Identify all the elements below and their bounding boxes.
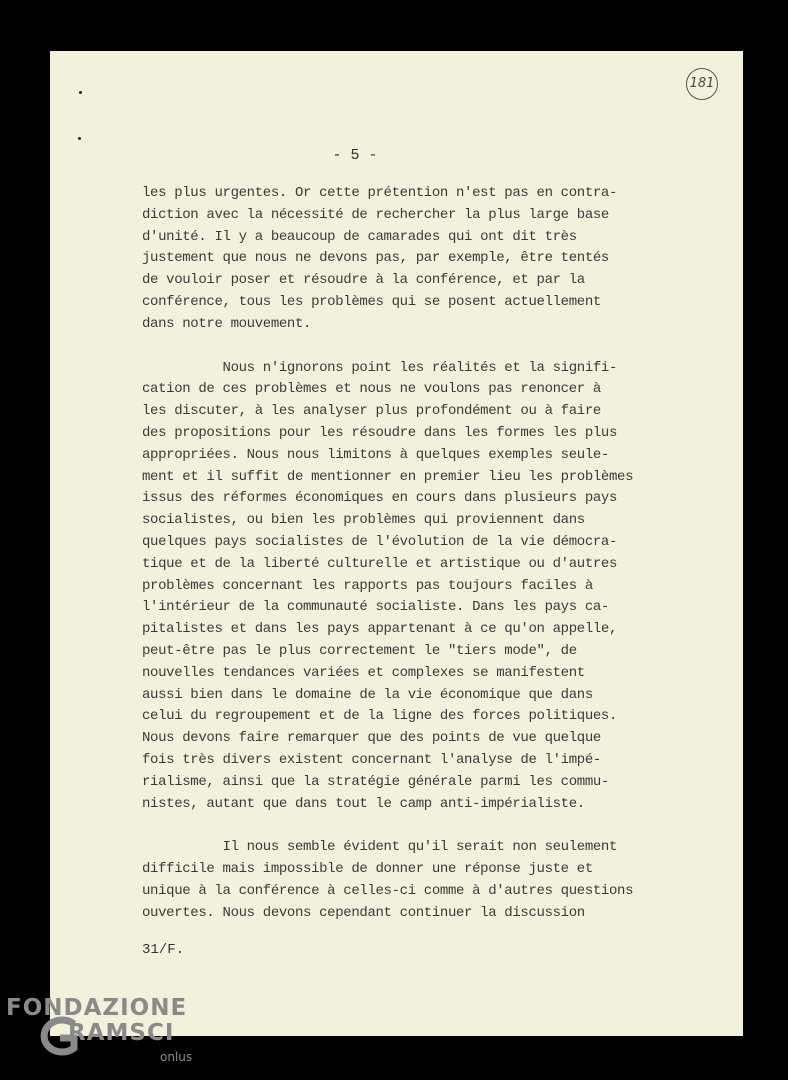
paragraph-gap [142, 815, 682, 837]
text-line: celui du regroupement et de la ligne des forces politiques. [142, 708, 618, 725]
text-line: issus des réformes économiques en cours dans plusieurs pays [142, 490, 618, 507]
body-text [142, 183, 682, 925]
text-line: des propositions pour les résoudre dans les formes les plus [142, 424, 618, 441]
paragraph-gap [142, 336, 682, 358]
text-line: rialisme, ainsi que la stratégie générale parmi les commu- [142, 773, 609, 790]
watermark-line1: FONDAZIONE [6, 995, 188, 1021]
text-line: ment et il suffit de mentionner en premier lieu les problèmes [142, 468, 634, 485]
text-line: justement que nous ne devons pas, par exemple, être tentés [142, 250, 609, 267]
text-line: de vouloir poser et résoudre à la conférence, et par la [142, 272, 585, 289]
margin-mark [78, 137, 81, 140]
text-line: conférence, tous les problèmes qui se posent actuellement [142, 293, 601, 310]
text-line: socialistes, ou bien les problèmes qui proviennent dans [142, 512, 585, 529]
text-line: fois très divers existent concernant l'analyse de l'impé- [142, 751, 601, 768]
text-line: d'unité. Il y a beaucoup de camarades qui ont dit très [142, 228, 577, 245]
text-line: cation de ces problèmes et nous ne voulons pas renoncer à [142, 381, 601, 398]
text-line: peut-être pas le plus correctement le "tiers mode", de [142, 642, 577, 659]
text-line: quelques pays socialistes de l'évolution de la vie démocra- [142, 533, 618, 550]
text-line: pitalistes et dans les pays appartenant à ce qu'on appelle, [142, 621, 618, 638]
document-reference: 31/F. [142, 942, 185, 958]
text-line: tique et de la liberté culturelle et artistique ou d'autres [142, 555, 618, 572]
text-line: Il nous semble évident qu'il serait non seulement [142, 839, 618, 856]
text-line: appropriées. Nous nous limitons à quelques exemples seule- [142, 446, 609, 463]
watermark-line2: RAMSCI [68, 1020, 175, 1046]
text-line: nouvelles tendances variées et complexes se manifestent [142, 664, 585, 681]
watermark-suffix: onlus [160, 1050, 193, 1064]
text-line: problèmes concernant les rapports pas toujours faciles à [142, 577, 593, 594]
text-line: Nous devons faire remarquer que des points de vue quelque [142, 730, 601, 747]
text-line: Nous n'ignorons point les réalités et la signifi- [142, 359, 618, 376]
folio-stamp: 181 [686, 68, 718, 100]
page-number: - 5 - [332, 147, 378, 164]
text-line: ouvertes. Nous devons cependant continuer la discussion [142, 904, 585, 921]
text-line: l'intérieur de la communauté socialiste. Dans les pays ca- [142, 599, 609, 616]
margin-mark [79, 91, 82, 94]
text-line: nistes, autant que dans tout le camp anti-impérialiste. [142, 795, 585, 812]
text-line: les discuter, à les analyser plus profondément ou à faire [142, 403, 601, 420]
text-line: difficile mais impossible de donner une réponse juste et [142, 861, 593, 878]
text-line: aussi bien dans le domaine de la vie économique que dans [142, 686, 593, 703]
text-line: diction avec la nécessité de rechercher la plus large base [142, 206, 609, 223]
text-line: unique à la conférence à celles-ci comme à d'autres questions [142, 882, 634, 899]
text-line: les plus urgentes. Or cette prétention n'est pas en contra- [142, 185, 618, 201]
text-line: dans notre mouvement. [142, 315, 312, 332]
